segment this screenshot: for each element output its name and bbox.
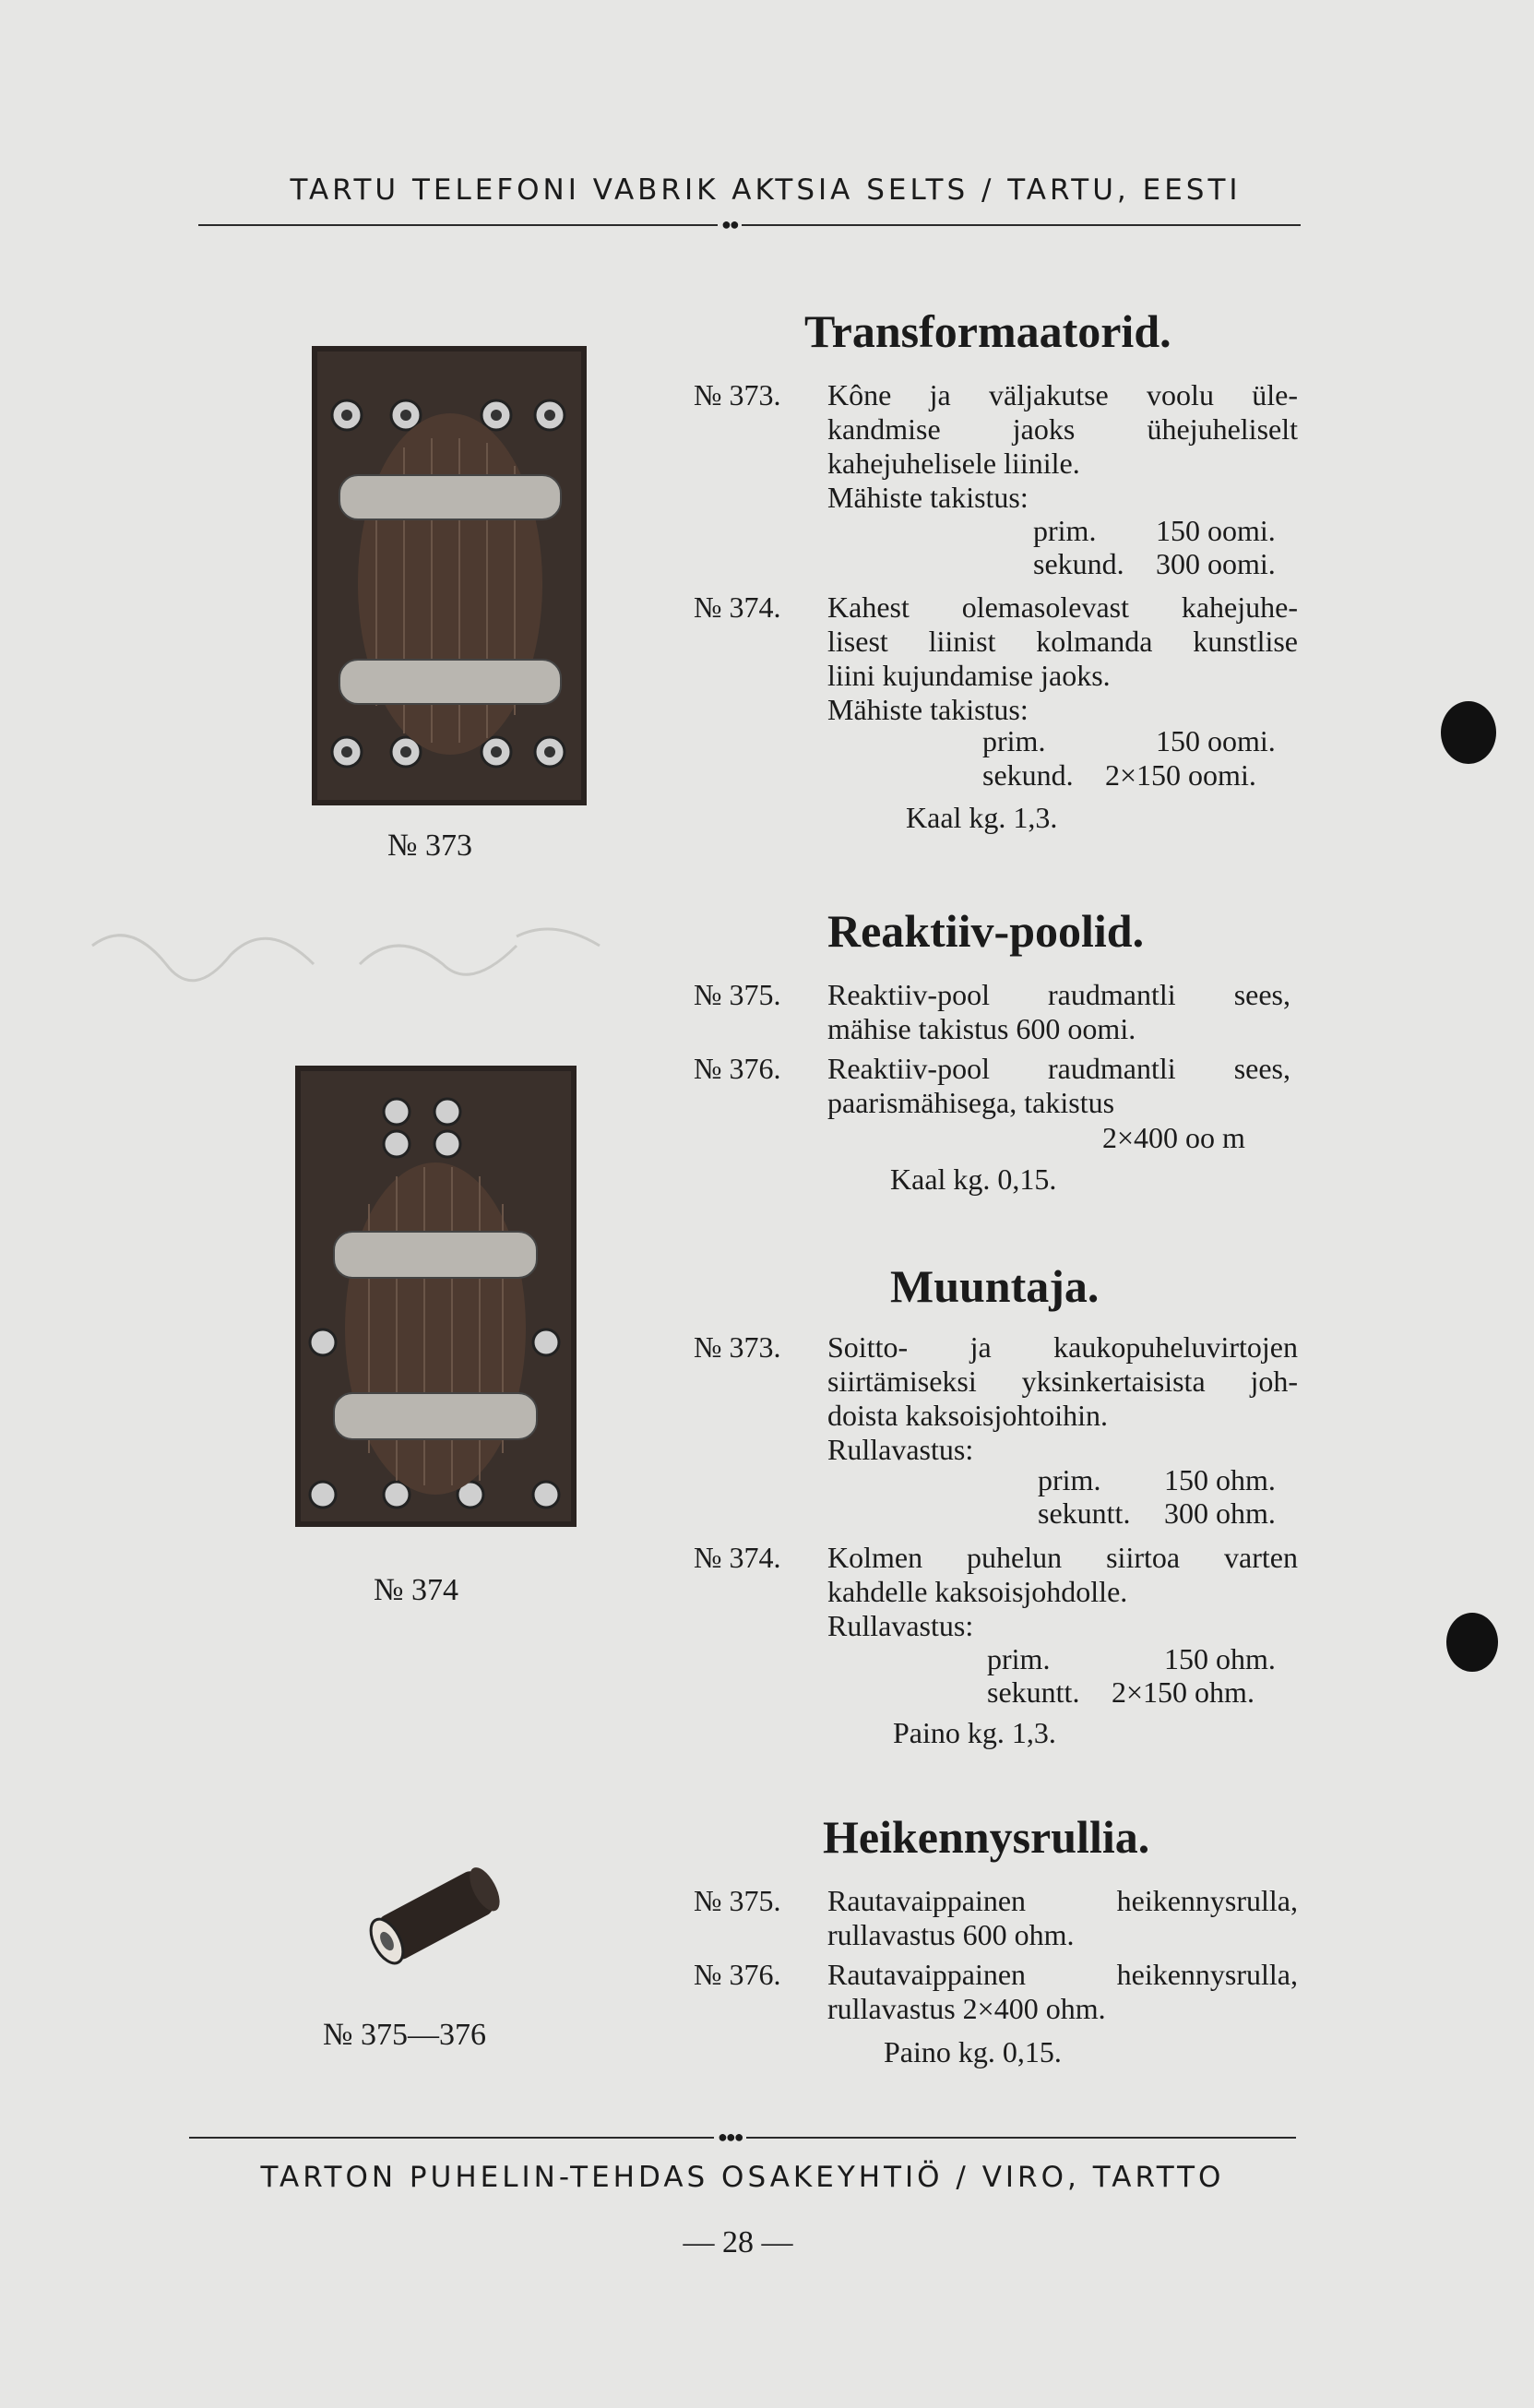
caption-374: № 374 — [374, 1573, 458, 1607]
pencil-annotation — [83, 909, 683, 1047]
page-number: — 28 — — [683, 2225, 793, 2259]
item-number: № 376. — [694, 1958, 781, 1991]
weight-label: Kaal kg. 0,15. — [890, 1162, 1057, 1196]
item-description: Kolmen puhelun siirtoa varten kahdelle kaksoisjohdolle. Rullavastus: — [827, 1541, 1298, 1642]
weight-label: Paino kg. 1,3. — [893, 1716, 1056, 1749]
caption-375-376: № 375—376 — [323, 2018, 486, 2052]
item-number: № 374. — [694, 1541, 781, 1574]
item-description: Reaktiiv-pool raudmantli sees, paarismähisega, takistus — [827, 1052, 1290, 1119]
item-description: Rautavaippainen heikennysrulla, rullavastus 600 ohm. — [827, 1884, 1298, 1951]
item-number: № 374. — [694, 590, 781, 624]
section-title-reaktiiv-poolid: Reaktiiv-poolid. — [827, 905, 1145, 957]
item-number: № 373. — [694, 1330, 781, 1364]
header-rule-ornament: ●● — [718, 216, 742, 232]
item-number: № 375. — [694, 978, 781, 1011]
section-title-transformaatorid: Transformaatorid. — [804, 305, 1171, 357]
coil-375-376-image — [362, 1859, 509, 1970]
caption-373: № 373 — [387, 828, 472, 863]
item-number: № 375. — [694, 1884, 781, 1917]
item-description: Kône ja väljakutse voolu üle- kandmise jaoks ühejuheliselt kahejuhelisele liinile. Mähiste takistus: — [827, 378, 1298, 514]
transformer-374-image — [295, 1066, 577, 1527]
punch-hole — [1441, 701, 1496, 764]
transformer-373-image — [312, 346, 587, 805]
page-footer: TARTON PUHELIN-TEHDAS OSAKEYHTIÖ / VIRO, TARTTO — [260, 2161, 1225, 2194]
item-description: Reaktiiv-pool raudmantli sees, mähise takistus 600 oomi. — [827, 978, 1290, 1045]
item-description: Rautavaippainen heikennysrulla, rullavastus 2×400 ohm. — [827, 1958, 1298, 2025]
item-number: № 373. — [694, 378, 781, 411]
punch-hole — [1446, 1613, 1498, 1672]
weight-label: Paino kg. 0,15. — [884, 2035, 1062, 2068]
footer-rule-ornament: ●●● — [714, 2128, 746, 2145]
item-number: № 376. — [694, 1052, 781, 1085]
section-title-heikennysrullia: Heikennysrullia. — [823, 1811, 1150, 1863]
page-header: TARTU TELEFONI VABRIK AKTSIA SELTS / TARTU, EESTI — [290, 173, 1242, 207]
item-description: Soitto- ja kaukopuheluvirtojen siirtämiseksi yksinkertaisista joh- doista kaksoisjohtoihin. Rullavastus: — [827, 1330, 1298, 1466]
item-description: Kahest olemasolevast kahejuhe- lisest liinist kolmanda kunstlise liini kujundamise jaoks. Mähiste takistus: — [827, 590, 1298, 726]
section-title-muuntaja: Muuntaja. — [890, 1260, 1100, 1312]
header-rule — [198, 224, 1301, 226]
weight-label: Kaal kg. 1,3. — [906, 801, 1058, 834]
